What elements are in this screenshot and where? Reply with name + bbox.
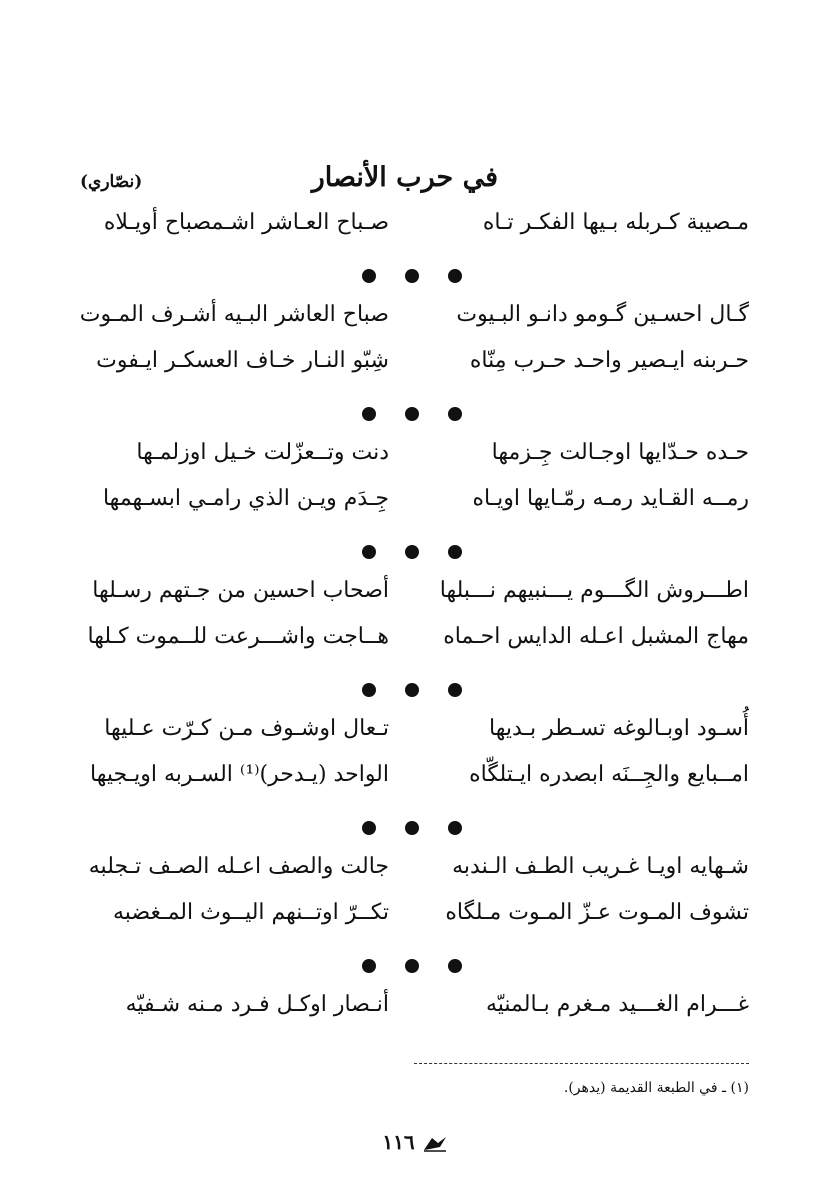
stanza-separator — [0, 804, 829, 850]
poem-genre-label: (نصّاري) — [80, 172, 143, 192]
separator-dot — [448, 407, 462, 421]
poem-body — [0, 206, 829, 1034]
verse-first-hemistich: تكــرّ اوتــنهم اليــوث المـغضبه — [113, 900, 389, 925]
stanza-separator — [0, 252, 829, 298]
verse-line — [0, 758, 829, 804]
quill-ornament-icon — [422, 1135, 448, 1153]
verse-line — [0, 896, 829, 942]
verse-line — [0, 574, 829, 620]
verse-first-hemistich: صباح العاشر البـيه أشـرف المـوت — [79, 302, 389, 327]
verse-second-hemistich: غـــرام الغـــيد مـغرم بـالمنيّه — [485, 992, 749, 1017]
stanza-separator — [0, 942, 829, 988]
verse-first-hemistich: الواحد (يـدحر)⁽¹⁾ السـربه اويـجيها — [89, 762, 389, 787]
separator-dot — [362, 683, 376, 697]
page-number — [370, 1130, 460, 1154]
separator-dot — [405, 683, 419, 697]
verse-first-hemistich: شِبّو النـار خـاف العسكـر ايـفوت — [96, 348, 389, 373]
verse-first-hemistich: تـعال اوشـوف مـن كـرّت عـليها — [104, 716, 389, 741]
separator-dot — [362, 269, 376, 283]
poem-header — [70, 158, 760, 208]
separator-dot — [448, 821, 462, 835]
verse-line — [0, 298, 829, 344]
verse-second-hemistich: امــبايع والجِــنَه ابصدره ايـتلگّاه — [469, 762, 749, 787]
verse-line — [0, 988, 829, 1034]
page-number-value: ١١٦ — [382, 1130, 415, 1154]
separator-dot — [405, 545, 419, 559]
verse-second-hemistich: رمــه القـايد رمـه رمّـايها اويـاه — [472, 486, 749, 511]
separator-dot — [362, 545, 376, 559]
verse-first-hemistich: أنـصار اوكـل فـرد مـنه شـفيّه — [125, 992, 389, 1017]
separator-dot — [362, 407, 376, 421]
separator-dot — [405, 959, 419, 973]
verse-line — [0, 850, 829, 896]
verse-line — [0, 206, 829, 252]
separator-dot — [405, 407, 419, 421]
separator-dot — [448, 683, 462, 697]
separator-dot — [362, 821, 376, 835]
footnote-divider — [414, 1063, 749, 1064]
stanza-separator — [0, 666, 829, 712]
footnote: (١) ـ في الطبعة القديمة (يدهر). — [563, 1080, 749, 1096]
separator-dot — [448, 269, 462, 283]
verse-second-hemistich: أُسـود اوبـالوغه تسـطر بـديها — [489, 716, 749, 741]
separator-dot — [405, 821, 419, 835]
verse-first-hemistich: أصحاب احسين من جـتهم رسـلها — [92, 578, 389, 603]
verse-second-hemistich: اطـــروش الگـــوم يـــنبيهم نـــبلها — [439, 578, 749, 603]
verse-second-hemistich: شـهايه اويـا غـريب الطـف الـندبه — [452, 854, 749, 879]
verse-first-hemistich: جالت والصف اعـله الصـف تـجلبه — [88, 854, 389, 879]
verse-second-hemistich: گـال احسـين گـومو دانـو البـيوت — [456, 302, 749, 327]
poem-title: في حرب الأنصار — [311, 162, 498, 193]
separator-dot — [448, 545, 462, 559]
verse-line — [0, 620, 829, 666]
verse-second-hemistich: مهاج المشبل اعـله الدايس احـماه — [443, 624, 749, 649]
verse-first-hemistich: صـباح العـاشر اشـمصباح أويـلاه — [103, 210, 389, 235]
verse-line — [0, 436, 829, 482]
verse-line — [0, 712, 829, 758]
verse-line — [0, 482, 829, 528]
separator-dot — [448, 959, 462, 973]
separator-dot — [405, 269, 419, 283]
verse-second-hemistich: حـده حـدّايها اوجـالت جِـزمها — [491, 440, 749, 465]
verse-first-hemistich: جِـدَم ويـن الذي رامـي ابسـهمها — [102, 486, 389, 511]
verse-second-hemistich: مـصيبة كـربله بـيها الفكـر تـاه — [482, 210, 749, 235]
separator-dot — [362, 959, 376, 973]
stanza-separator — [0, 390, 829, 436]
verse-first-hemistich: هــاجت واشـــرعت للــموت كـلها — [87, 624, 389, 649]
verse-first-hemistich: دنت وتــعزّلت خـيل اوزلمـها — [136, 440, 389, 465]
verse-second-hemistich: حـربنه ايـصير واحـد حـرب مِنّاه — [469, 348, 749, 373]
stanza-separator — [0, 528, 829, 574]
verse-second-hemistich: تشوف المـوت عـزّ المـوت مـلگاه — [445, 900, 749, 925]
verse-line — [0, 344, 829, 390]
